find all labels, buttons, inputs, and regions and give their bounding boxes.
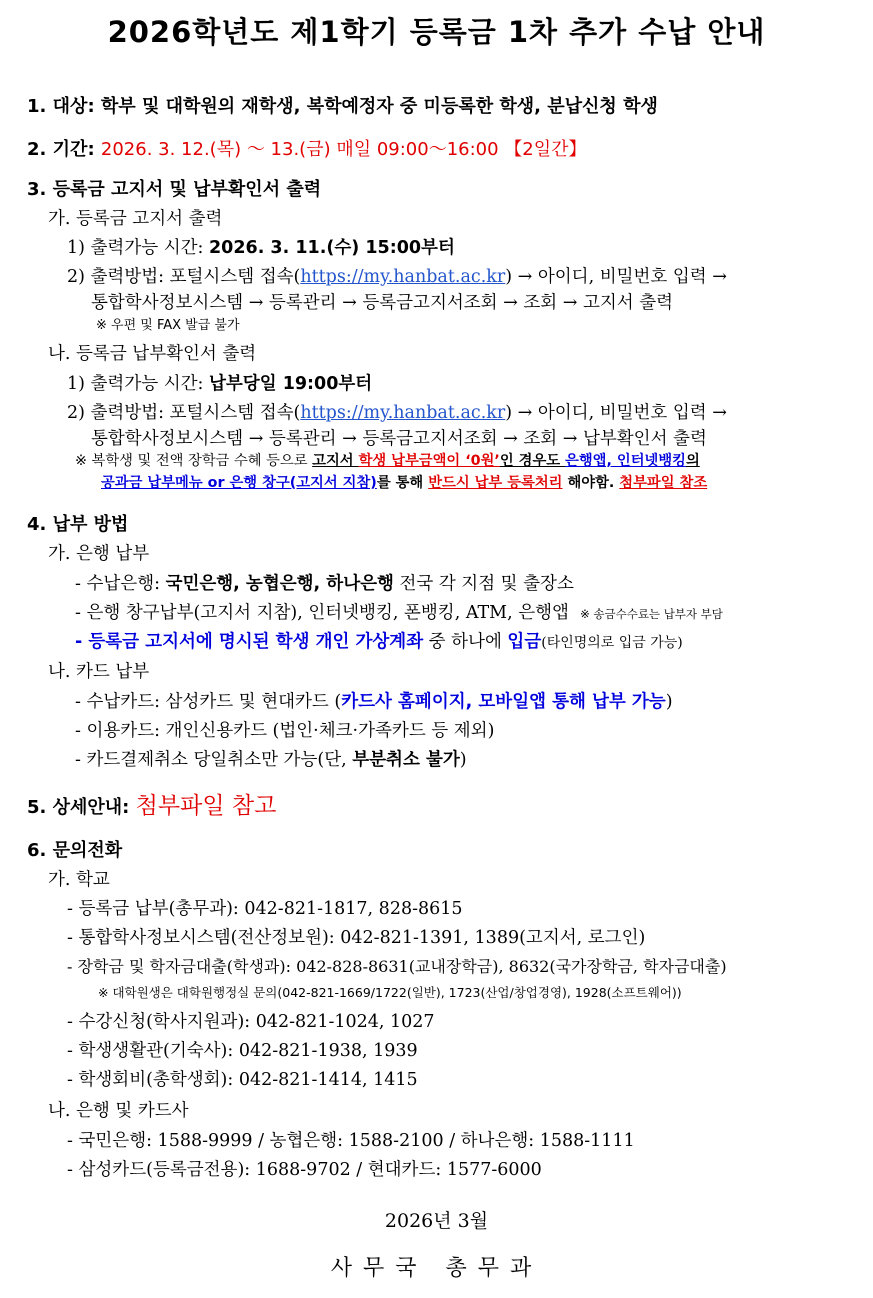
card-cancel: - 카드결제취소 당일취소만 가능(단, 부분취소 불가) bbox=[75, 750, 467, 770]
contact-tuition: - 등록금 납부(총무과): 042-821-1817, 828-8615 bbox=[67, 899, 463, 919]
contact-banks: - 국민은행: 1588-9999 / 농협은행: 1588-2100 / 하나은행: 1588-1111 bbox=[67, 1131, 635, 1151]
section-detail: 5. 상세안내: 첨부파일 참고 bbox=[27, 793, 277, 819]
portal-link[interactable]: https://my.hanbat.ac.kr bbox=[300, 267, 506, 287]
section-payment-heading: 4. 납부 방법 bbox=[27, 514, 129, 535]
subheading-receipt-print: 나. 등록금 납부확인서 출력 bbox=[48, 344, 257, 364]
period-label: 기간 bbox=[52, 139, 88, 160]
section-number: 1. bbox=[27, 96, 47, 117]
subheading-bank-card: 나. 은행 및 카드사 bbox=[48, 1101, 189, 1121]
page-title: 2026학년도 제1학기 등록금 1차 추가 수납 안내 bbox=[107, 15, 766, 49]
bank-list: - 수납은행: 국민은행, 농협은행, 하나은행 전국 각 지점 및 출장소 bbox=[75, 574, 574, 594]
footer-date: 2026년 3월 bbox=[384, 1210, 489, 1232]
zero-amount-note: ※ 복학생 및 전액 장학금 수혜 등으로 고지서 학생 납부금액이 ‘0원’인 경우도 은행앱, 인터넷뱅킹의 bbox=[75, 453, 700, 469]
contact-scholarship: - 장학금 및 학자금대출(학생과): 042-828-8631(교내장학금), 8632(국가장학금, 학자금대출) bbox=[67, 957, 727, 976]
bill-print-time: 1) 출력가능 시간: 2026. 3. 11.(수) 15:00부터 bbox=[67, 238, 455, 258]
subheading-school: 가. 학교 bbox=[48, 870, 110, 890]
card-types: - 이용카드: 개인신용카드 (법인·체크·가족카드 등 제외) bbox=[75, 721, 495, 741]
section-print-heading: 3. 등록금 고지서 및 납부확인서 출력 bbox=[27, 179, 322, 200]
bill-note: ※ 우편 및 FAX 발급 불가 bbox=[96, 318, 240, 333]
subheading-card: 나. 카드 납부 bbox=[48, 662, 150, 682]
subheading-bill-print: 가. 등록금 고지서 출력 bbox=[48, 209, 223, 229]
contact-student-council: - 학생회비(총학생회): 042-821-1414, 1415 bbox=[67, 1070, 418, 1090]
bill-print-method: 2) 출력방법: 포털시스템 접속(https://my.hanbat.ac.kr) → 아이디, 비밀번호 입력 → bbox=[67, 267, 727, 287]
card-list: - 수납카드: 삼성카드 및 현대카드 (카드사 홈페이지, 모바일앱 통해 납부 가능) bbox=[75, 692, 673, 712]
target-text: 학부 및 대학원의 재학생, 복학예정자 중 미등록한 학생, 분납신청 학생 bbox=[100, 96, 658, 117]
subheading-bank: 가. 은행 납부 bbox=[48, 544, 150, 564]
receipt-print-time: 1) 출력가능 시간: 납부당일 19:00부터 bbox=[67, 374, 373, 394]
contact-registration: - 수강신청(학사지원과): 042-821-1024, 1027 bbox=[67, 1012, 435, 1032]
virtual-account-line: - 등록금 고지서에 명시된 학생 개인 가상계좌 중 하나에 입금(타인명의로 입금 가능) bbox=[75, 632, 683, 652]
section-contact-heading: 6. 문의전화 bbox=[27, 840, 123, 861]
portal-link[interactable]: https://my.hanbat.ac.kr bbox=[300, 403, 506, 423]
bill-print-method-line2: 통합학사정보시스템 → 등록관리 → 등록금고지서조회 → 조회 → 고지서 출력 bbox=[91, 293, 674, 313]
contact-system: - 통합학사정보시스템(전산정보원): 042-821-1391, 1389(고지서, 로그인) bbox=[67, 928, 646, 948]
contact-cards: - 삼성카드(등록금전용): 1688-9702 / 현대카드: 1577-6000 bbox=[67, 1160, 542, 1180]
period-text: 2026. 3. 12.(목) ～ 13.(금) 매일 09:00～16:00 【2일간】 bbox=[100, 139, 587, 160]
section-period: 2. 기간: 2026. 3. 12.(목) ～ 13.(금) 매일 09:00～16:00 【2일간】 bbox=[27, 139, 587, 160]
bank-methods: - 은행 창구납부(고지서 지참), 인터넷뱅킹, 폰뱅킹, ATM, 은행앱 ※ 송금수수료는 납부자 부담 bbox=[75, 603, 723, 623]
receipt-print-method-line2: 통합학사정보시스템 → 등록관리 → 등록금고지서조회 → 조회 → 납부확인서 출력 bbox=[91, 429, 707, 449]
section-target: 1. 대상: 학부 및 대학원의 재학생, 복학예정자 중 미등록한 학생, 분납신청 학생 bbox=[27, 96, 658, 117]
contact-dorm: - 학생생활관(기숙사): 042-821-1938, 1939 bbox=[67, 1041, 418, 1061]
contact-grad-note: ※ 대학원생은 대학원행정실 문의(042-821-1669/1722(일반), 1723(산업/창업경영), 1928(소프트웨어)) bbox=[98, 985, 682, 1000]
zero-amount-note-line2: 공과금 납부메뉴 or 은행 창구(고지서 지참)를 통해 반드시 납부 등록처리 해야함. 첨부파일 참조 bbox=[101, 475, 708, 491]
detail-value: 첨부파일 참고 bbox=[135, 793, 277, 819]
receipt-print-method: 2) 출력방법: 포털시스템 접속(https://my.hanbat.ac.kr) → 아이디, 비밀번호 입력 → bbox=[67, 403, 727, 423]
footer-organization: 사무국 총무과 bbox=[330, 1256, 543, 1281]
target-label: 대상 bbox=[52, 96, 88, 117]
